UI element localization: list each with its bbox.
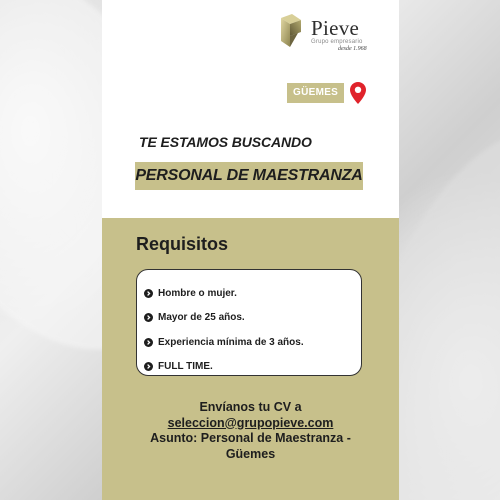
requirements-title: Requisitos (136, 234, 229, 254)
requirement-text: Experiencia mínima de 3 años. (158, 336, 304, 348)
list-item (144, 306, 304, 331)
chevron-circle-icon (144, 338, 153, 347)
chevron-circle-icon (144, 313, 153, 322)
contact-subject: Asunto: Personal de Maestranza - (150, 431, 351, 445)
location-badge: GÜEMES (287, 83, 344, 103)
requirements-box (136, 269, 362, 376)
chevron-circle-icon (144, 362, 153, 371)
job-flyer (102, 0, 399, 500)
chevron-circle-icon (144, 289, 153, 298)
location-tag (287, 80, 366, 105)
pieve-logo (278, 14, 378, 54)
list-item (144, 330, 304, 355)
pieve-logo-mark-icon (278, 14, 304, 48)
requirement-text: Hombre o mujer. (158, 287, 237, 299)
brand-name: Pieve (311, 16, 360, 40)
contact-intro: Envíanos tu CV a (199, 400, 302, 414)
map-pin-icon (350, 82, 366, 104)
requirement-text: Mayor de 25 años. (158, 312, 245, 324)
position-banner (135, 162, 363, 190)
brand-since: desde 1.968 (338, 46, 367, 52)
requirement-text: FULL TIME. (158, 361, 213, 373)
contact-info (102, 400, 399, 462)
contact-subject-location: Güemes (225, 446, 276, 461)
brand-subtitle: Grupo empresario (311, 39, 363, 45)
list-item (144, 281, 304, 306)
contact-email-link[interactable]: seleccion@grupopieve.com (167, 415, 334, 430)
headline: TE ESTAMOS BUSCANDO (139, 134, 312, 150)
position-title: PERSONAL DE MAESTRANZA (135, 167, 363, 184)
requirements-list (144, 281, 304, 379)
list-item (144, 355, 304, 380)
